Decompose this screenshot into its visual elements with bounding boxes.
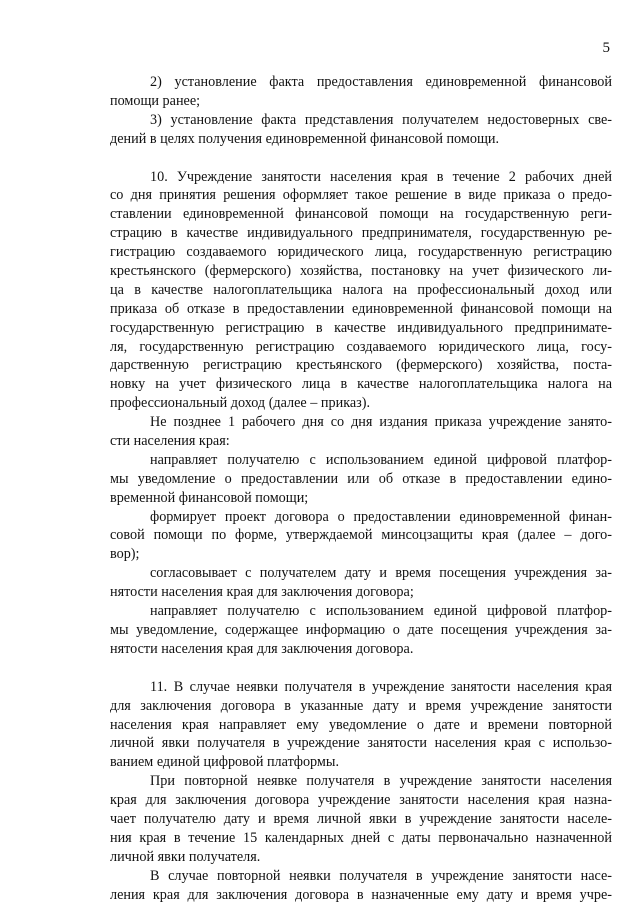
text-line: дарственную регистрацию крестьянского (фермерского) хозяйства, поста- (110, 357, 612, 374)
text-line: 11. В случае неявки получателя в учреждение занятости населения края (150, 678, 612, 695)
text-line: В случае повторной неявки получателя в учреждение занятости насе- (150, 867, 612, 884)
page-number: 5 (602, 40, 610, 56)
text-line: 10. Учреждение занятости населения края в течение 2 рабочих дней (150, 168, 612, 185)
text-line: ления края для заключения договора в назначенные ему дату и время учре- (110, 886, 612, 903)
text-line: ния края в течение 15 календарных дней с даты первоначально назначенной (110, 829, 612, 846)
text-line: направляет получателю с использованием единой цифровой платфор- (150, 603, 612, 620)
text-line: ванием единой цифровой платформы. (110, 754, 339, 771)
text-line: нятости населения края для заключения договора; (110, 584, 414, 601)
document-body (110, 73, 612, 904)
paragraph (110, 564, 612, 602)
paragraph (110, 73, 612, 111)
text-line: 3) установление факта представления получателем недостоверных све- (150, 111, 612, 128)
text-line: населения края направляет ему уведомление о дате и времени повторной (110, 716, 612, 733)
text-line: вор); (110, 546, 140, 563)
text-line: ца в качестве налогоплательщика налога на профессиональный доход или (110, 281, 612, 298)
text-line: государственную регистрацию в качестве индивидуального предпринимате- (110, 319, 612, 336)
text-line: дений в целях получения единовременной финансовой помощи. (110, 130, 500, 147)
text-line: ля, государственную регистрацию создаваемого юридического лица, госу- (110, 338, 612, 355)
text-line: мы уведомление о предоставлении или об отказе в предоставлении едино- (110, 470, 612, 487)
paragraph (110, 111, 612, 149)
text-line: ставлении единовременной финансовой помощи на государственную реги- (110, 206, 612, 223)
paragraph (110, 413, 612, 451)
text-line: приказа об отказе в предоставлении единовременной финансовой помощи на (110, 300, 612, 317)
text-line: 2) установление факта предоставления единовременной финансовой (150, 74, 612, 90)
paragraph (110, 451, 612, 508)
paragraph (110, 508, 612, 565)
text-line: гистрацию создаваемого юридического лица, государственную регистрацию (110, 244, 612, 261)
text-line: нятости населения края для заключения договора. (110, 640, 414, 657)
text-line: со дня принятия решения оформляет такое решение в виде приказа о предо- (110, 187, 612, 204)
paragraph (110, 602, 612, 659)
paragraph-gap (110, 149, 612, 168)
paragraph-gap (110, 659, 612, 678)
paragraph (110, 168, 612, 414)
text-line: края для заключения договора учреждение занятости населения края назна- (110, 792, 612, 809)
text-line: согласовывает с получателем дату и время посещения учреждения за- (150, 565, 612, 582)
text-line: При повторной неявке получателя в учреждение занятости населения (150, 773, 612, 790)
text-line: мы уведомление, содержащее информацию о дате посещения учреждения за- (110, 621, 612, 638)
paragraph (110, 772, 612, 866)
text-line: чает получателю дату и время личной явки в учреждение занятости населе- (110, 810, 612, 827)
paragraph (110, 867, 612, 904)
text-line: крестьянского (фермерского) хозяйства, постановку на учет физического ли- (110, 263, 612, 280)
text-line: направляет получателю с использованием единой цифровой платфор- (150, 451, 612, 468)
text-line: профессиональный доход (далее – приказ). (110, 395, 371, 412)
text-line: временной финансовой помощи; (110, 489, 309, 506)
text-line: формирует проект договора о предоставлении единовременной финан- (150, 508, 612, 525)
text-line: совой помощи по форме, утверждаемой минсоцзащиты края (далее – дого- (110, 527, 612, 544)
text-line: для заключения договора в указанные дату и время учреждение занятости (110, 697, 612, 714)
text-line: новку на учет физического лица в качестве налогоплательщика налога на (110, 376, 612, 393)
text-line: личной явки получателя. (110, 848, 261, 865)
text-line: личной явки получателя в учреждение занятости населения края с использо- (110, 735, 612, 752)
text-line: страцию в качестве индивидуального предпринимателя, государственную ре- (110, 225, 612, 242)
text-line: Не позднее 1 рабочего дня со дня издания приказа учреждение занято- (150, 414, 612, 431)
paragraph (110, 678, 612, 772)
text-line: помощи ранее; (110, 92, 201, 109)
text-line: сти населения края: (110, 433, 230, 450)
